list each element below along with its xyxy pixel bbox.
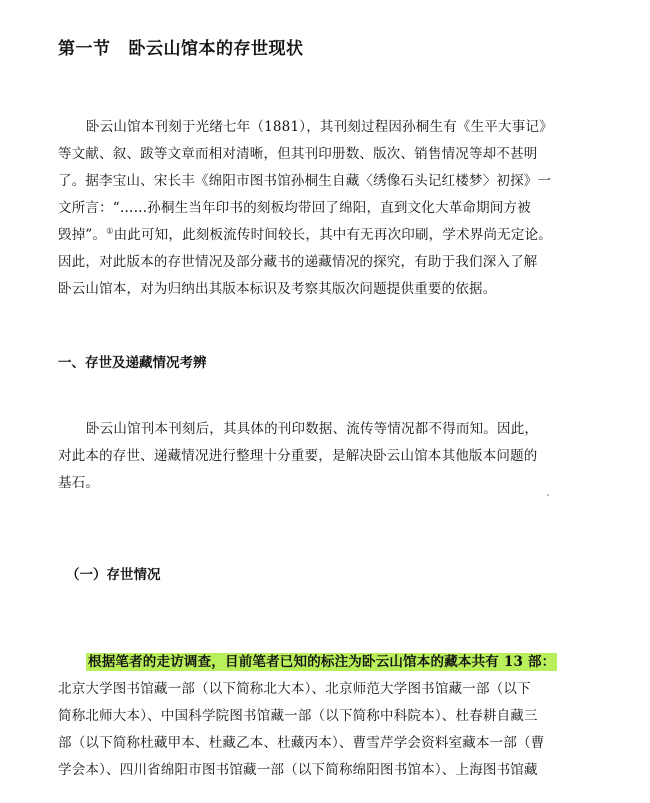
paragraph-line: 部（以下简称杜藏甲本、杜藏乙本、杜藏丙本）、曹雪芹学会资料室藏本一部（曹 [58, 735, 545, 751]
section-title-text: 卧云山馆本的存世现状 [128, 39, 304, 59]
paragraph-line-with-footnote [58, 222, 578, 249]
paragraph-line: 北京大学图书馆藏一部（以下简称北大本）、北京师范大学图书馆藏一部（以下 [58, 681, 531, 697]
paragraph-line: 对此本的存世、递藏情况进行整理十分重要，是解决卧云山馆本其他版本问题的 [58, 448, 538, 464]
heading-subsection-one: （一）存世情况 [66, 567, 161, 583]
paragraph-section-one [58, 416, 578, 497]
heading-section-one: 一、存世及递藏情况考辨 [58, 355, 207, 371]
paragraph-line: 因此，对此版本的存世情况及部分藏书的递藏情况的探究，有助于我们深入了解 [58, 254, 538, 270]
paragraph-line: 卧云山馆刊本刊刻后，其具体的刊印数据、流传等情况都不得而知。因此， [86, 421, 539, 437]
paragraph-line-part: 由此可知，此刻板流传时间较长，其中有无再次印刷，学术界尚无定论。 [113, 227, 552, 243]
paragraph-line: 卧云山馆本，对为归纳出其版本标识及考察其版次问题提供重要的依据。 [58, 281, 497, 297]
paragraph-line-highlighted [58, 649, 578, 676]
paragraph-line: 文所言：“……孙桐生当年印书的刻板均带回了绵阳，直到文化大革命期间方被 [58, 200, 531, 216]
footnote-marker: ① [106, 226, 114, 236]
paragraph-line: 学会本）、四川省绵阳市图书馆藏一部（以下简称绵阳图书馆本）、上海图书馆藏 [58, 762, 538, 778]
paragraph-line-part: 毁掉”。 [58, 227, 107, 243]
paragraph-line: 简称北师大本）、中国科学院图书馆藏一部（以下简称中科院本）、杜春耕自藏三 [58, 708, 538, 724]
paragraph-line: 卧云山馆本刊刻于光绪七年（1881），其刊刻过程因孙桐生有《生平大事记》 [86, 119, 553, 135]
paragraph-holdings [58, 649, 578, 784]
paragraph-intro [58, 114, 578, 303]
paragraph-line: 了。据李宝山、宋长丰《绵阳市图书馆孙桐生自藏〈绣像石头记红楼梦〉初探》一 [58, 173, 552, 189]
highlighted-text: 根据笔者的走访调查，目前笔者已知的标注为卧云山馆本的藏本共有 13 部： [88, 654, 556, 670]
paragraph-line: 等文献、叙、跋等文章而相对清晰，但其刊印册数、版次、销售情况等却不甚明 [58, 146, 538, 162]
page-title [58, 34, 304, 59]
scan-speck [547, 494, 549, 496]
section-number: 第一节 [58, 39, 111, 59]
paragraph-line: 基石。 [58, 475, 100, 491]
